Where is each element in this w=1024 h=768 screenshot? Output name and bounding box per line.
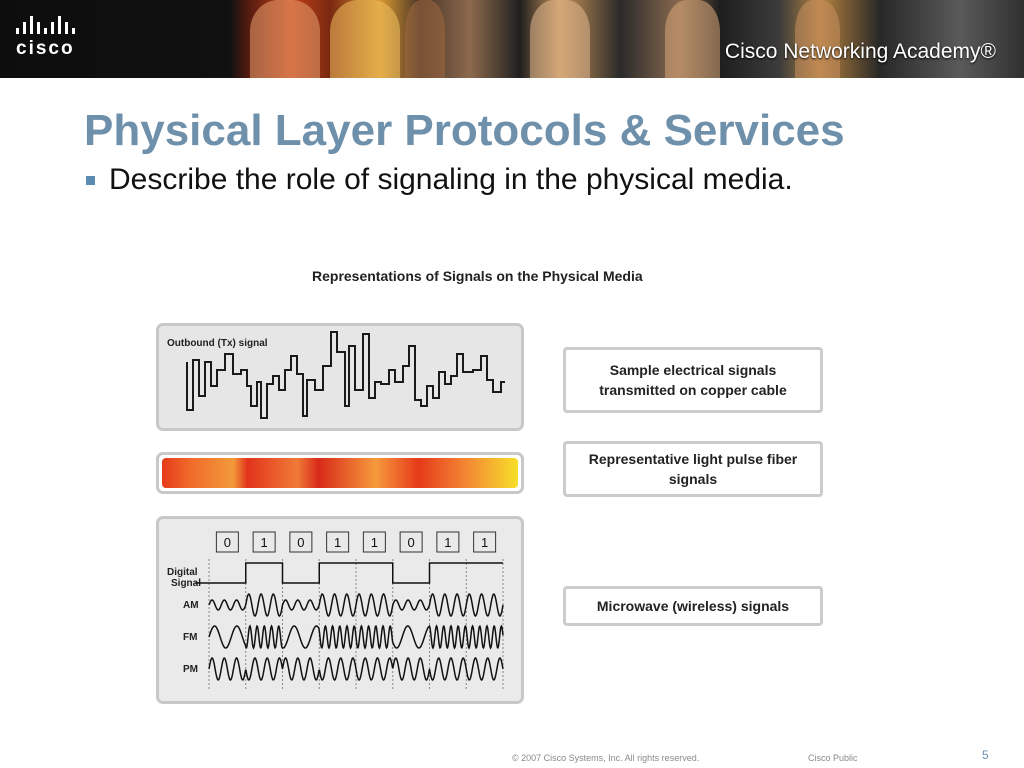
bullet-item [86, 163, 793, 197]
light-pulse-strip [162, 458, 518, 488]
cisco-logo [16, 16, 75, 60]
digital-label-line2: Signal [171, 578, 202, 589]
header-banner [0, 0, 1024, 78]
digital-waveform [195, 563, 503, 583]
bit-label: 1 [444, 535, 452, 550]
banner-photo [330, 0, 400, 78]
fiber-signal-panel [156, 452, 524, 494]
banner-photo [530, 0, 590, 78]
am-label: AM [183, 600, 199, 611]
bit-label: 0 [223, 535, 231, 550]
modulation-graphic [159, 519, 521, 701]
footer-classification: Cisco Public [808, 753, 858, 763]
digital-label-line1: Digital [167, 567, 198, 578]
bullet-text: Describe the role of signaling in the physical media. [109, 163, 793, 196]
wireless-description: Microwave (wireless) signals [563, 586, 823, 626]
copper-signal-graphic [159, 326, 521, 428]
bit-label: 0 [297, 535, 305, 550]
cisco-bars-icon [16, 16, 75, 34]
fm-label: FM [183, 632, 198, 643]
copper-signal-panel [156, 323, 524, 431]
bit-label: 1 [481, 535, 489, 550]
footer-copyright: © 2007 Cisco Systems, Inc. All rights reserved. [512, 753, 700, 763]
fiber-description: Representative light pulse fiber signals [563, 441, 823, 497]
bit-label: 1 [370, 535, 378, 550]
banner-photo [795, 0, 840, 78]
outbound-label: Outbound (Tx) signal [167, 338, 268, 349]
copper-description: Sample electrical signals transmitted on copper cable [563, 347, 823, 413]
wireless-signal-panel [156, 516, 524, 704]
banner-photo [665, 0, 720, 78]
slide-title: Physical Layer Protocols & Services [84, 106, 845, 155]
bullet-marker-icon [86, 176, 95, 185]
bit-label: 1 [260, 535, 268, 550]
academy-title: Cisco Networking Academy® [724, 40, 996, 63]
bit-label: 1 [334, 535, 342, 550]
bit-label: 0 [407, 535, 415, 550]
cisco-logo-text: cisco [16, 38, 75, 59]
banner-photo [405, 0, 445, 78]
pm-label: PM [183, 664, 198, 675]
page-number: 5 [982, 748, 989, 762]
figure-title: Representations of Signals on the Physical Media [312, 268, 643, 284]
banner-photo [250, 0, 320, 78]
